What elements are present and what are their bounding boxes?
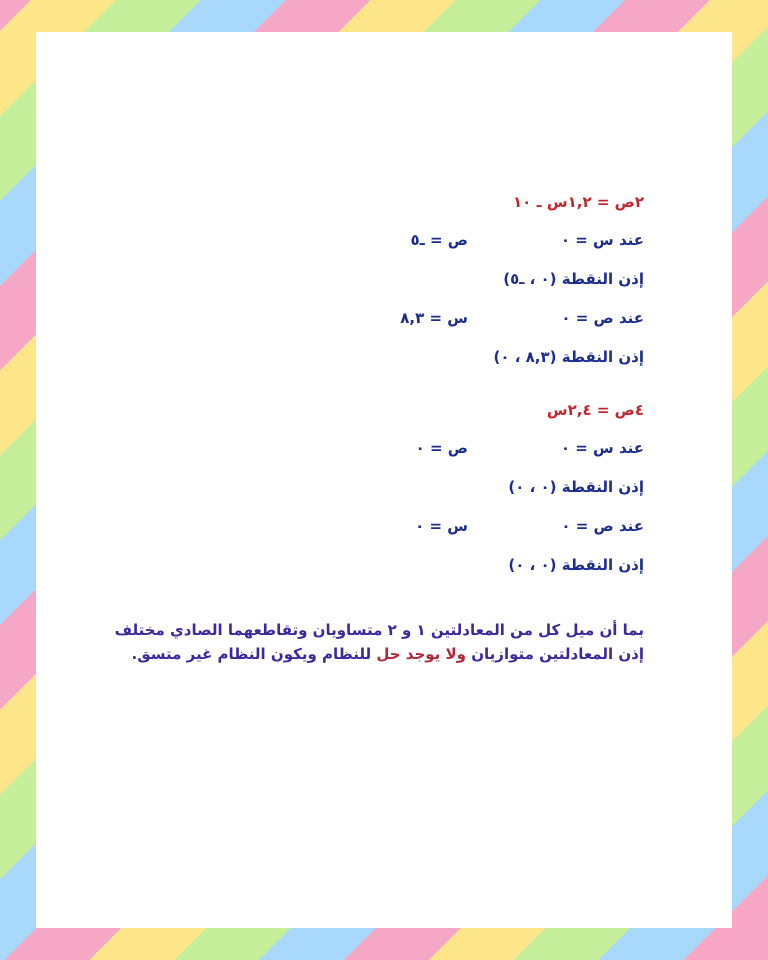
- equation-1-row-2-result: س = ٨,٣: [400, 309, 468, 327]
- equation-2-point-1: إذن النقطة (٠ ، ٠): [508, 478, 644, 496]
- equation-1-row-1-result: ص = ـ٥: [410, 231, 468, 249]
- equation-1-point-1: إذن النقطة (٠ ، ـ٥): [503, 270, 644, 288]
- equation-1-row-2-condition: عند ص = ٠: [561, 309, 644, 327]
- equation-1-point-2: إذن النقطة (٨,٣ ، ٠): [493, 348, 644, 366]
- conclusion-line-2-start: إذن المعادلتين متوازيان: [466, 645, 644, 663]
- equation-2-row-1-condition: عند س = ٠: [560, 439, 644, 457]
- conclusion-line-2-end: للنظام ويكون النظام غير متسق.: [131, 645, 377, 663]
- conclusion-paragraph: [104, 618, 644, 666]
- equation-1-row-1-condition: عند س = ٠: [560, 231, 644, 249]
- equation-1-title: ٢ص = ١,٢س ـ ١٠: [513, 193, 644, 211]
- no-solution-highlight: ولا يوجد حل: [376, 645, 467, 663]
- equation-2-row-2-result: س = ٠: [415, 517, 468, 535]
- page-sheet: [36, 32, 732, 928]
- equation-2-point-2: إذن النقطة (٠ ، ٠): [508, 556, 644, 574]
- equation-2-row-2-condition: عند ص = ٠: [561, 517, 644, 535]
- equation-2-row-1-result: ص = ٠: [415, 439, 468, 457]
- conclusion-line-1: بما أن ميل كل من المعادلتين ١ و ٢ متساويان وتقاطعهما الصادي مختلف: [114, 621, 644, 639]
- conclusion-line-2: [104, 642, 644, 666]
- equation-2-title: ٤ص = ٢,٤س: [546, 401, 644, 419]
